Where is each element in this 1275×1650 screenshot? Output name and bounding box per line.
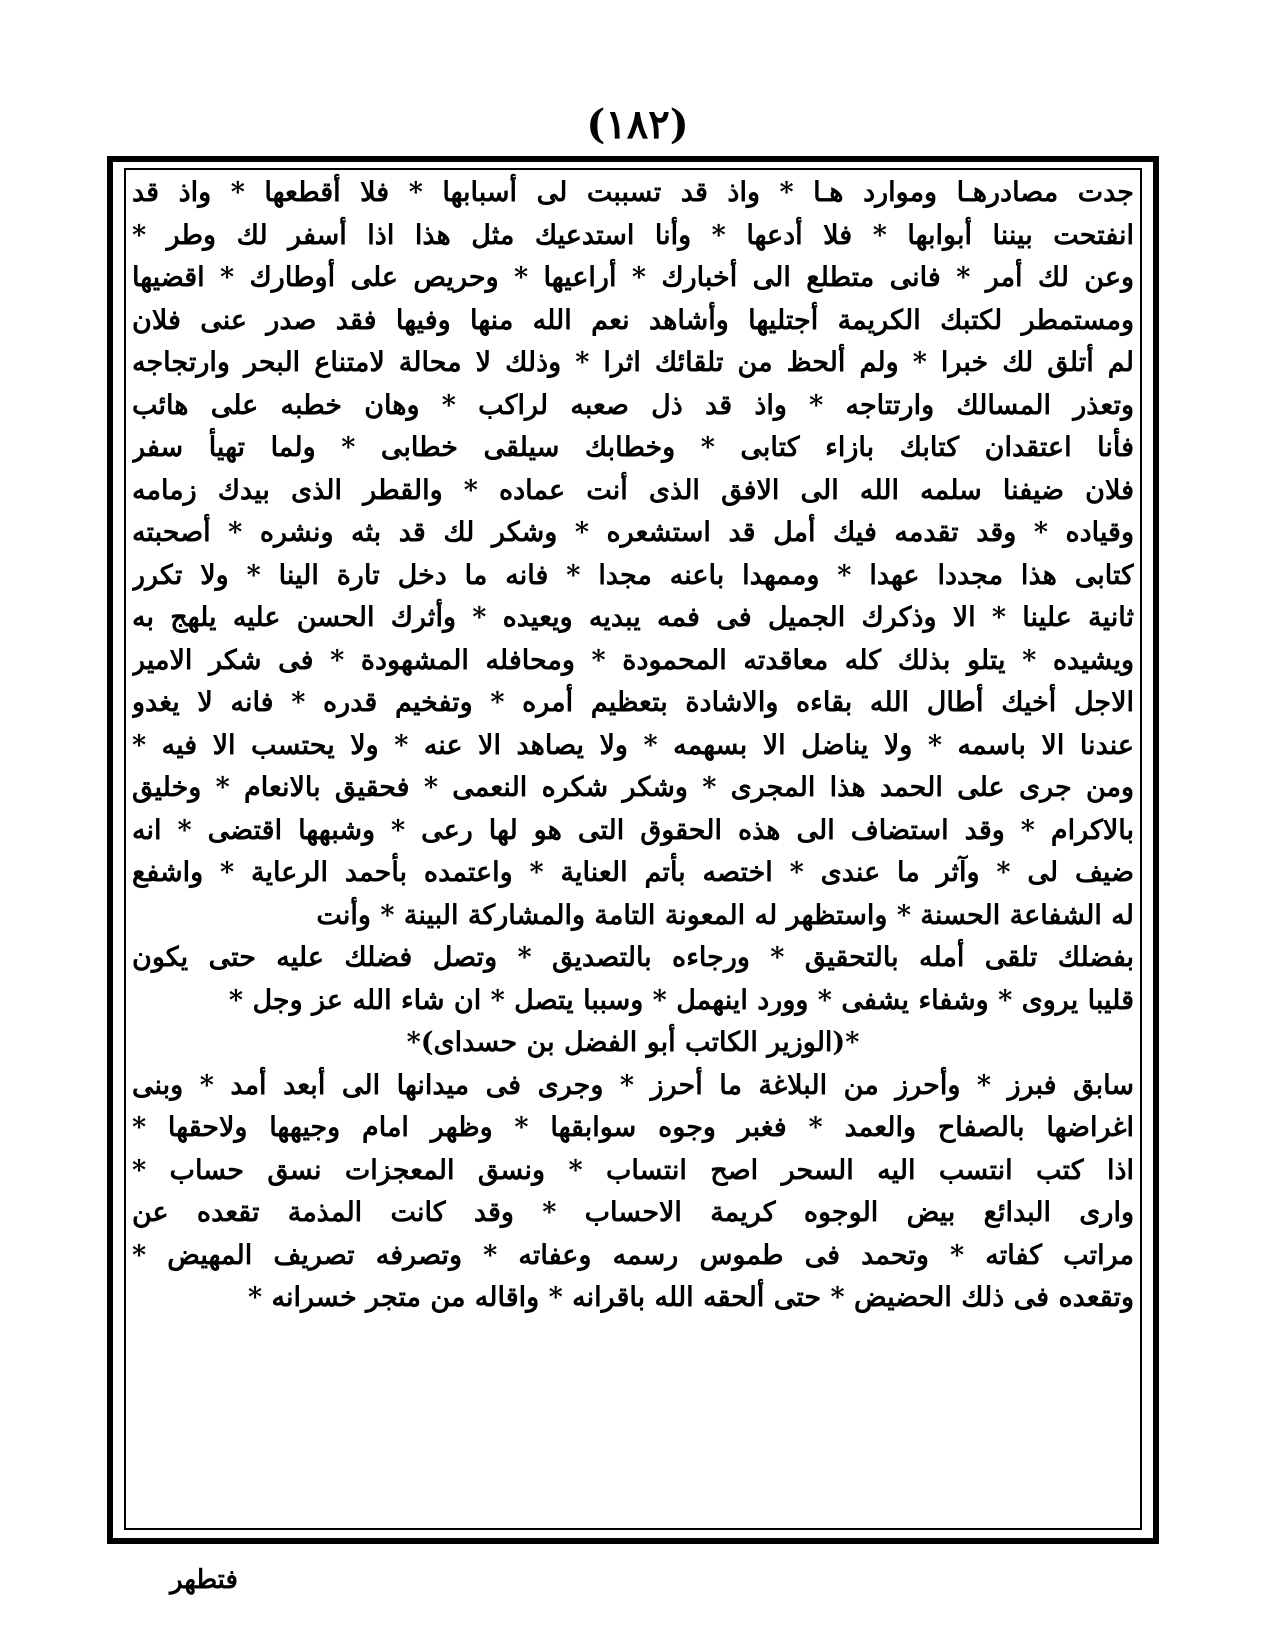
catchword: فتطهر bbox=[170, 1565, 238, 1595]
text-line: اغراضها بالصفاح والعمد * فغبر وجوه سوابقها * وظهر امام وجيهها ولاحقها * bbox=[132, 1112, 1134, 1143]
text-line: كتابى هذا مجددا عهدا * وممهدا باعنه مجدا * فانه ما دخل تارة الينا * ولا تكرر bbox=[132, 559, 1134, 591]
text-line: لم أتلق لك خبرا * ولم ألحظ من تلقائك اثرا * وذلك لا محالة لامتناع البحر وارتجاجه bbox=[132, 347, 1134, 378]
text-line: وقياده * وقد تقدمه فيك أمل قد استشعره * وشكر لك قد بثه ونشره * أصحبته bbox=[132, 517, 1134, 548]
text-line: سابق فبرز * وأحرز من البلاغة ما أحرز * وجرى فى ميدانها الى أبعد أمد * وبنى bbox=[132, 1069, 1134, 1101]
text-line: فلان ضيفنا سلمه الله الى الافق الذى أنت عماده * والقطر الذى بيدك زمامه bbox=[132, 474, 1134, 506]
text-line: قليبا يروى * وشفاء يشفى * وورد اينهمل * وسببا يتصل * ان شاء الله عز وجل * bbox=[228, 984, 1134, 1016]
text-line: انفتحت بيننا أبوابها * فلا أدعها * وأنا استدعيك مثل هذا اذا أسفر لك وطر * bbox=[132, 219, 1134, 251]
text-line: جدت مصادرهـا وموارد هـا * واذ قد تسببت لى أسبابها * فلا أقطعها * واذ قد bbox=[132, 177, 1134, 208]
body-text bbox=[132, 172, 1134, 1320]
text-line: له الشفاعة الحسنة * واستظهر له المعونة التامة والمشاركة البينة * وأنت bbox=[316, 899, 1134, 931]
text-line: ضيف لى * وآثر ما عندى * اختصه بأتم العناية * واعتمده بأحمد الرعاية * واشفع bbox=[132, 857, 1134, 888]
text-line: فأنا اعتقدان كتابك بازاء كتابى * وخطابك سيلقى خطابى * ولما تهيأ سفر bbox=[132, 432, 1134, 463]
text-line: اذا كتب انتسب اليه السحر اصح انتساب * ونسق المعجزات نسق حساب * bbox=[132, 1154, 1134, 1186]
text-line: بفضلك تلقى أمله بالتحقيق * ورجاءه بالتصديق * وتصل فضلك عليه حتى يكون bbox=[132, 942, 1134, 973]
text-line: ومستمطر لكتبك الكريمة أجتليها وأشاهد نعم الله منها وفيها فقد صدر عنى فلان bbox=[132, 304, 1134, 336]
text-line: ويشيده * يتلو بذلك كله معاقدته المحمودة * ومحافله المشهودة * فى شكر الامير bbox=[132, 644, 1134, 676]
text-line: وتعذر المسالك وارتتاجه * واذ قد ذل صعبه لراكب * وهان خطبه على هائب bbox=[132, 389, 1134, 421]
text-line: الاجل أخيك أطال الله بقاءه والاشادة بتعظيم أمره * وتفخيم قدره * فانه لا يغدو bbox=[132, 687, 1134, 718]
text-line: ومن جرى على الحمد هذا المجرى * وشكر شكره النعمى * فحقيق بالانعام * وخليق bbox=[132, 772, 1134, 803]
text-line: مراتب كفاته * وتحمد فى طموس رسمه وعفاته * وتصرفه تصريف المهيض * bbox=[132, 1239, 1134, 1271]
page-number: (١٨٢) bbox=[586, 101, 689, 148]
text-line: ثانية علينا * الا وذكرك الجميل فى فمه يبديه ويعيده * وأثرك الحسن عليه يلهج به bbox=[132, 602, 1134, 633]
section-heading: *(الوزير الكاتب أبو الفضل بن حسداى)* bbox=[406, 1027, 860, 1058]
text-line: عندنا الا باسمه * ولا يناضل الا بسهمه * ولا يصاهد الا عنه * ولا يحتسب الا فيه * bbox=[132, 729, 1134, 761]
text-line: وارى البدائع بيض الوجوه كريمة الاحساب * وقد كانت المذمة تقعده عن bbox=[132, 1197, 1134, 1228]
text-line: وعن لك أمر * فانى متطلع الى أخبارك * أراعيها * وحريص على أوطارك * اقضيها bbox=[132, 262, 1134, 293]
text-line: بالاكرام * وقد استضاف الى هذه الحقوق التى هو لها رعى * وشبهها اقتضى * انه bbox=[132, 814, 1134, 846]
text-line: وتقعده فى ذلك الحضيض * حتى ألحقه الله باقرانه * واقاله من متجر خسرانه * bbox=[247, 1282, 1134, 1313]
